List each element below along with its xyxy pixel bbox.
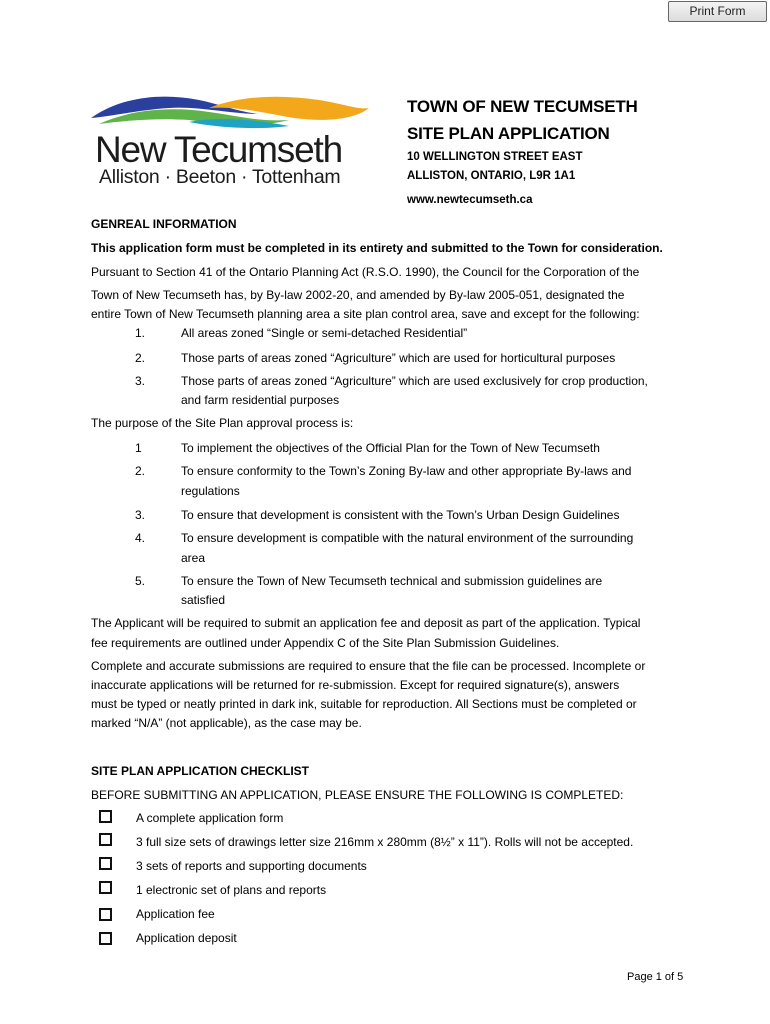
checklist-checkbox-application-form[interactable] (99, 810, 112, 823)
checklist-checkbox-electronic-set[interactable] (99, 881, 112, 894)
purpose-text: regulations (181, 484, 240, 498)
checklist-checkbox-reports[interactable] (99, 857, 112, 870)
purpose-text: To ensure development is compatible with the natural environment of the surrounding (181, 531, 634, 545)
purpose-text: To ensure conformity to the Town’s Zoning By-law and other appropriate By-laws and (181, 464, 632, 478)
complete-line: Complete and accurate submissions are required to ensure that the file can be processed. Incomplete or (91, 659, 646, 673)
purpose-number: 4. (135, 531, 146, 545)
general-bold-note: This application form must be completed in its entirety and submitted to the Town for consideration. (91, 241, 663, 255)
header-title: SITE PLAN APPLICATION (407, 124, 610, 143)
purpose-number: 3. (135, 508, 146, 522)
purpose-number: 5. (135, 574, 146, 588)
checklist-heading: SITE PLAN APPLICATION CHECKLIST (91, 764, 310, 778)
logo-towns: Alliston · Beeton · Tottenham (99, 166, 341, 188)
complete-line: must be typed or neatly printed in dark ink, suitable for reproduction. All Sections must be completed or (91, 697, 637, 711)
purpose-text: satisfied (181, 593, 226, 607)
purpose-text: area (181, 551, 206, 565)
general-heading: GENREAL INFORMATION (91, 217, 237, 231)
checklist-item-label: 3 full size sets of drawings letter size 216mm x 280mm (8½” x 11”). Rolls will not be accepted. (136, 835, 634, 849)
checklist-checkbox-application-fee[interactable] (99, 908, 112, 921)
checklist-checkbox-drawings[interactable] (99, 833, 112, 846)
header-address-city: ALLISTON, ONTARIO, L9R 1A1 (407, 170, 576, 182)
complete-line: marked “N/A” (not applicable), as the case may be. (91, 716, 362, 730)
checklist-item-label: 3 sets of reports and supporting documents (136, 859, 367, 873)
exception-number: 3. (135, 374, 146, 388)
complete-line: inaccurate applications will be returned for re-submission. Except for required signature(s), answers (91, 678, 620, 692)
intro-line: Pursuant to Section 41 of the Ontario Planning Act (R.S.O. 1990), the Council for the Corporation of the (91, 265, 640, 279)
checklist-item-label: 1 electronic set of plans and reports (136, 883, 327, 897)
checklist-item-label: Application fee (136, 907, 215, 921)
exception-text: Those parts of areas zoned “Agriculture” which are used exclusively for crop production, (181, 374, 648, 388)
purpose-number: 2. (135, 464, 146, 478)
header-address-street: 10 WELLINGTON STREET EAST (407, 151, 583, 163)
purpose-text: To ensure the Town of New Tecumseth technical and submission guidelines are (181, 574, 603, 588)
logo-name: New Tecumseth (95, 129, 342, 170)
exception-text: and farm residential purposes (181, 393, 340, 407)
exception-number: 1. (135, 326, 146, 340)
purpose-intro: The purpose of the Site Plan approval process is: (91, 416, 354, 430)
print-form-button[interactable]: Print Form (668, 1, 767, 22)
exception-number: 2. (135, 351, 146, 365)
page-number: Page 1 of 5 (627, 971, 684, 983)
header-website: www.newtecumseth.ca (407, 194, 533, 206)
exception-text: Those parts of areas zoned “Agriculture” which are used for horticultural purposes (181, 351, 616, 365)
fee-line: fee requirements are outlined under Appendix C of the Site Plan Submission Guidelines. (91, 636, 560, 650)
purpose-text: To implement the objectives of the Official Plan for the Town of New Tecumseth (181, 441, 600, 455)
new-tecumseth-logo (89, 92, 371, 190)
checklist-item-label: A complete application form (136, 811, 284, 825)
purpose-text: To ensure that development is consistent with the Town’s Urban Design Guidelines (181, 508, 620, 522)
checklist-checkbox-application-deposit[interactable] (99, 932, 112, 945)
checklist-item-label: Application deposit (136, 931, 237, 945)
checklist-subheading: BEFORE SUBMITTING AN APPLICATION, PLEASE ENSURE THE FOLLOWING IS COMPLETED: (91, 788, 624, 802)
exception-text: All areas zoned “Single or semi-detached Residential” (181, 326, 468, 340)
purpose-number: 1 (135, 441, 142, 455)
intro-line: entire Town of New Tecumseth planning area a site plan control area, save and except for the following: (91, 307, 640, 321)
header-town: TOWN OF NEW TECUMSETH (407, 97, 638, 116)
fee-line: The Applicant will be required to submit an application fee and deposit as part of the application. Typical (91, 616, 641, 630)
intro-line: Town of New Tecumseth has, by By-law 2002-20, and amended by By-law 2005-051, designated the (91, 288, 625, 302)
